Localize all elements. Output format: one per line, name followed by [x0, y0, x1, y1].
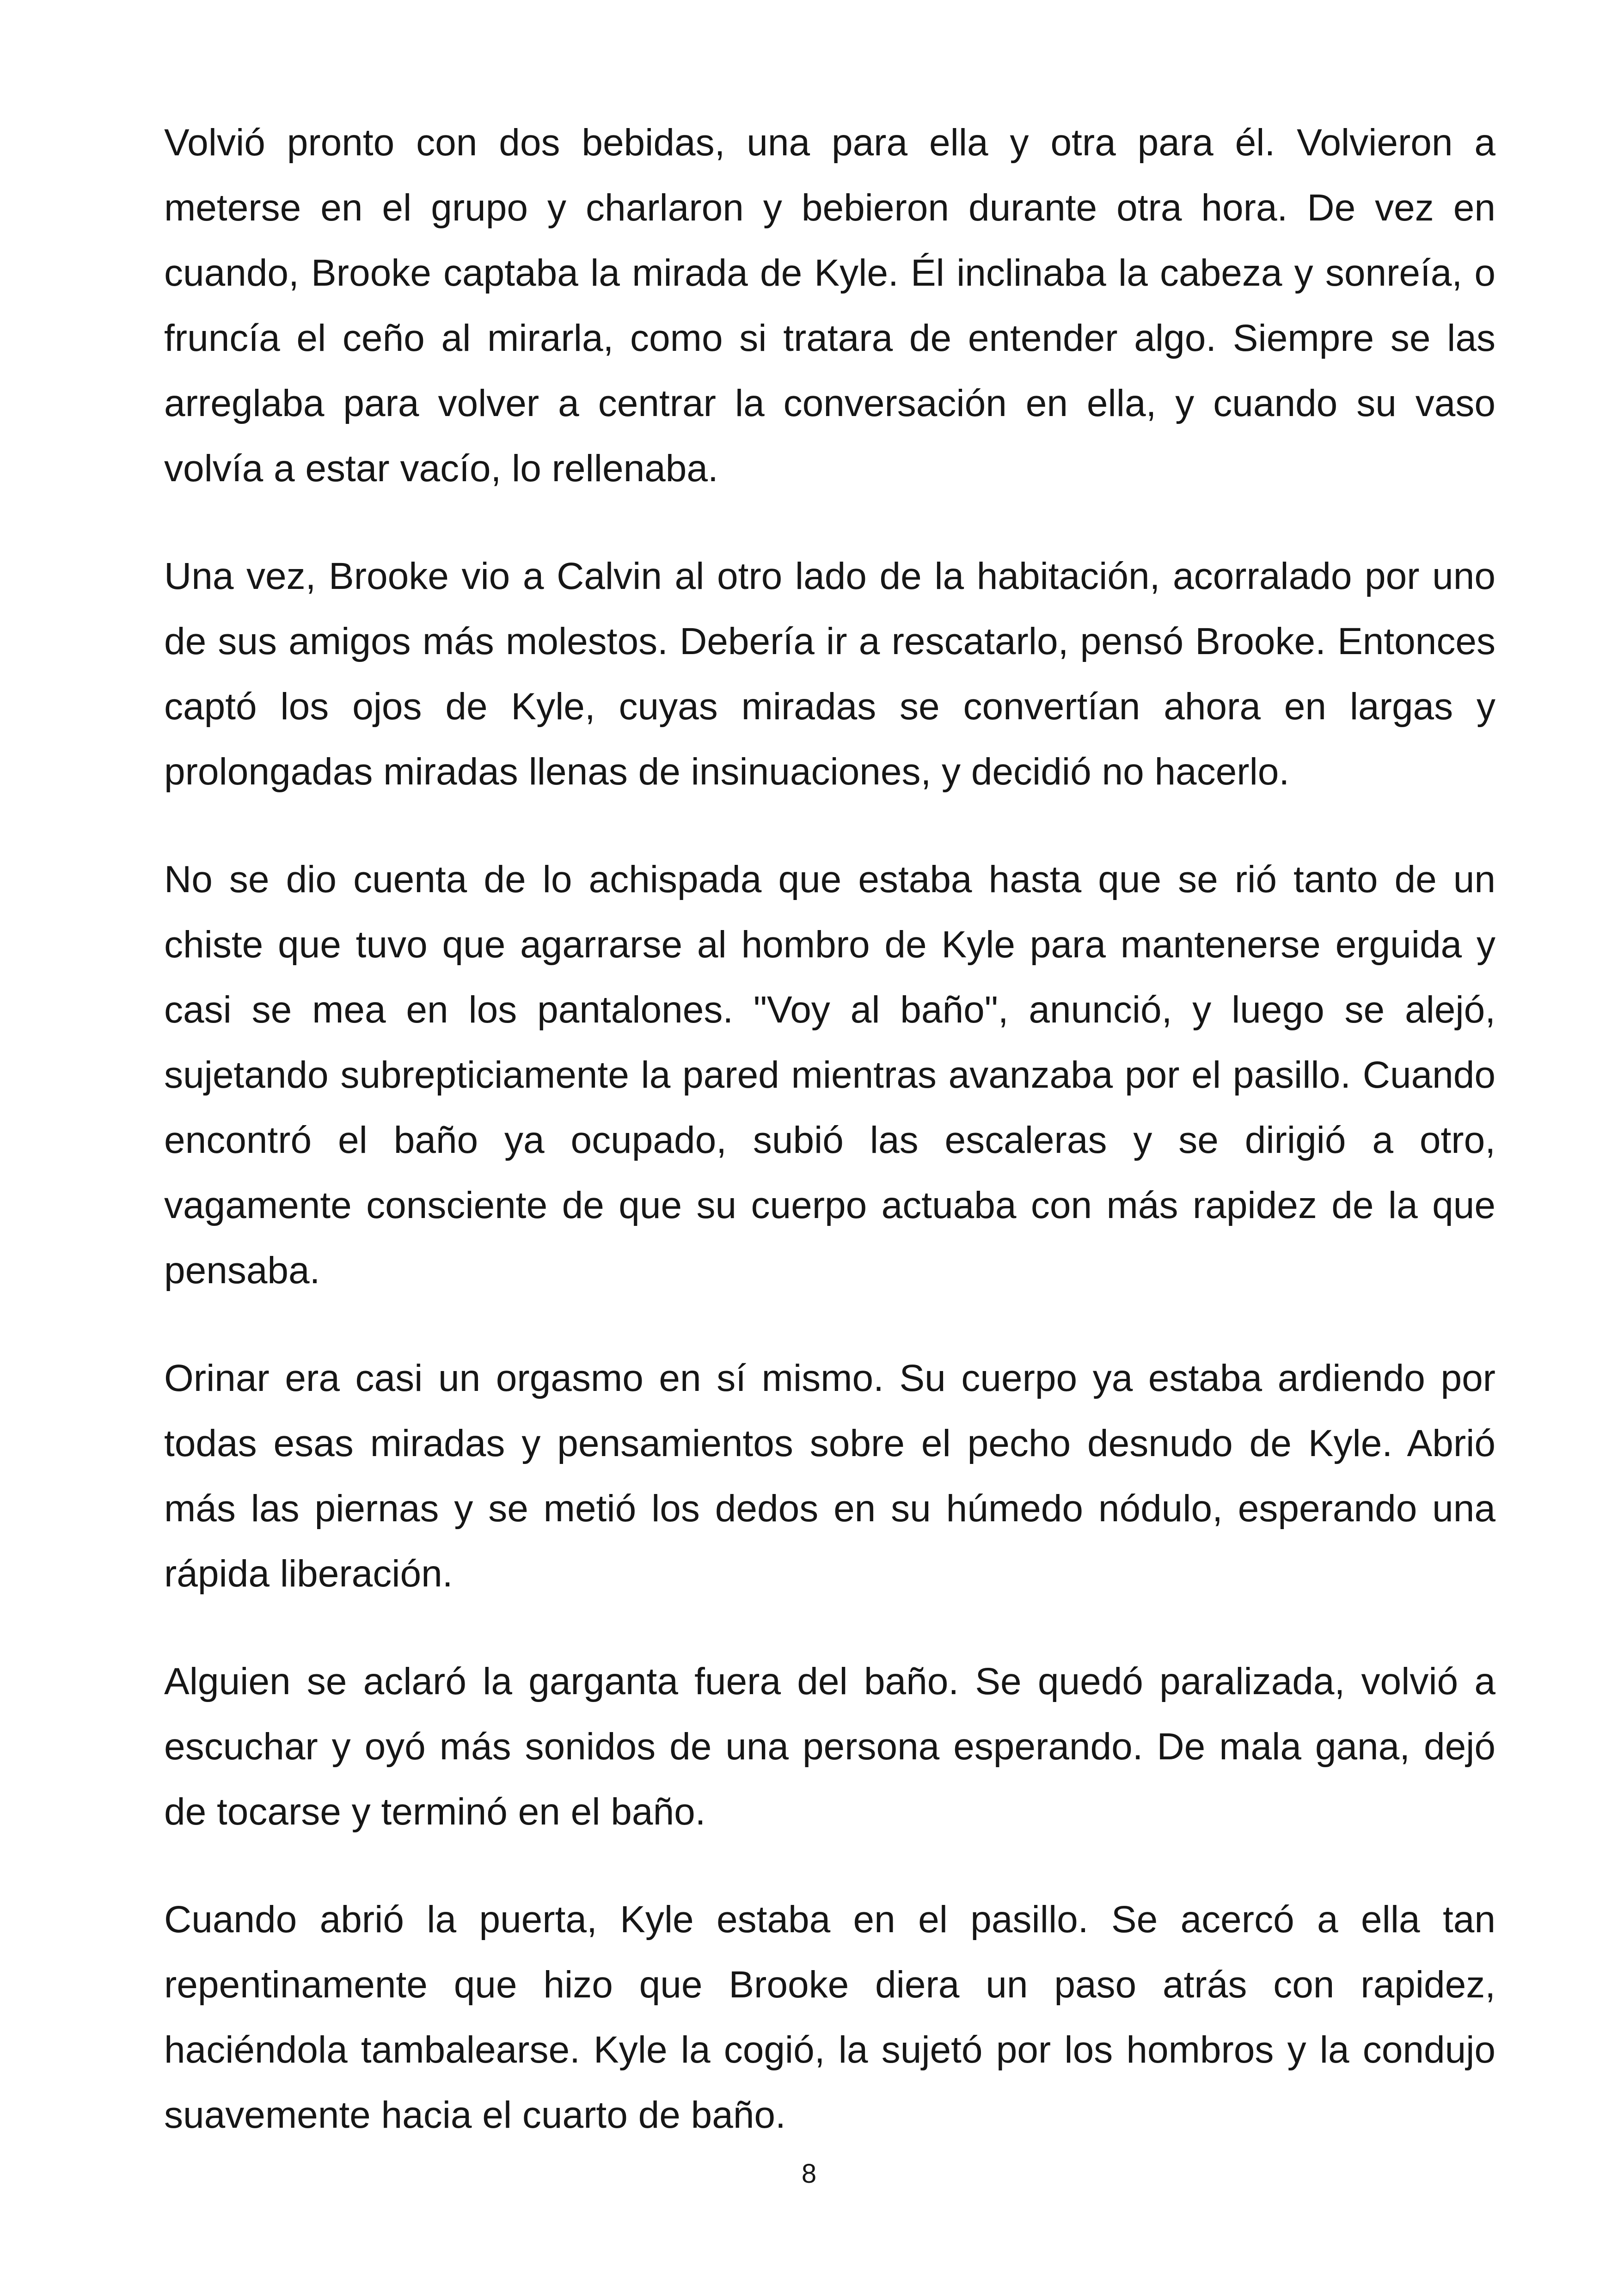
paragraph-6: Cuando abrió la puerta, Kyle estaba en el pasillo. Se acercó a ella tan repentinamente que hizo que Brooke diera un paso atrás con rapidez, haciéndola tambalearse. Kyle la cogió, la sujetó por los hombros y la condujo suavemente hacia el cuarto de baño. [164, 1898, 1495, 2136]
paragraph-1: Volvió pronto con dos bebidas, una para ella y otra para él. Volvieron a meterse en el grupo y charlaron y bebieron durante otra hora. De vez en cuando, Brooke captaba la mirada de Kyle. Él inclinaba la cabeza y sonreía, o fruncía el ceño al mirarla, como si tratara de entender algo. Siempre se las arreglaba para volver a centrar la conversación en ella, y cuando su vaso volvía a estar vacío, lo rellenaba. [164, 122, 1495, 490]
paragraph-2: Una vez, Brooke vio a Calvin al otro lado de la habitación, acorralado por uno de sus amigos más molestos. Debería ir a rescatarlo, pensó Brooke. Entonces captó los ojos de Kyle, cuyas miradas se convertían ahora en largas y prolongadas miradas llenas de insinuaciones, y decidió no hacerlo. [164, 555, 1495, 793]
paragraph-5: Alguien se aclaró la garganta fuera del baño. Se quedó paralizada, volvió a escuchar y oyó más sonidos de una persona esperando. De mala gana, dejó de tocarse y terminó en el baño. [164, 1660, 1495, 1833]
paragraph-4: Orinar era casi un orgasmo en sí mismo. Su cuerpo ya estaba ardiendo por todas esas miradas y pensamientos sobre el pecho desnudo de Kyle. Abrió más las piernas y se metió los dedos en su húmedo nódulo, esperando una rápida liberación. [164, 1357, 1495, 1595]
page-number: 8 [801, 2159, 817, 2189]
body-text [164, 110, 1495, 2190]
paragraph-3: No se dio cuenta de lo achispada que estaba hasta que se rió tanto de un chiste que tuvo que agarrarse al hombro de Kyle para mantenerse erguida y casi se mea en los pantalones. "Voy al baño", anunció, y luego se alejó, sujetando subrepticiamente la pared mientras avanzaba por el pasillo. Cuando encontró el baño ya ocupado, subió las escaleras y se dirigió a otro, vagamente consciente de que su cuerpo actuaba con más rapidez de la que pensaba. [164, 858, 1495, 1292]
